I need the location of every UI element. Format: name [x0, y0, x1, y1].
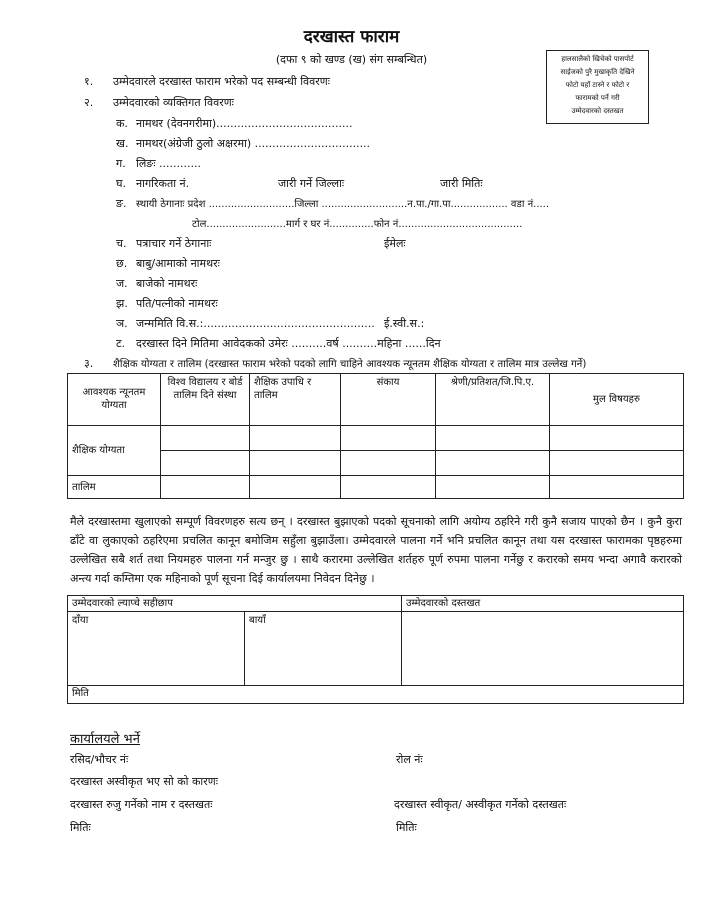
photo-box-line: फारामको पर्ने गरी [575, 94, 620, 102]
receipt-no-field: रसिद/भौचर नंः [70, 753, 129, 766]
label-nya: ञ. [116, 317, 128, 330]
signature-header: उम्मेदवारको दस्तखत [402, 596, 684, 612]
age-field: दरखास्त दिने मितिमा आवेदकको उमेरः ..........वर्ष ..........महिना ......दिन [136, 337, 441, 350]
photo-box-line: फोटो यहाँ टास्ने र फोटो र [565, 81, 630, 89]
label-ka: क. [116, 117, 128, 130]
education-table [67, 373, 684, 499]
parents-name-field: बाबु/आमाको नामथरः [136, 257, 220, 270]
header-main-subjects: मुल विषयहरु [550, 374, 684, 426]
signature-table [67, 595, 684, 704]
citizenship-no-field: नागरिकता नं. [136, 177, 190, 190]
section-2-text: उम्मेदवारको व्यक्तिगत विवरणः [113, 96, 234, 109]
permanent-address-field: स्थायी ठेगानाः प्रदेश ...........................जिल्ला ...........................न.पा./गा.पा.................. वडा नं..... [136, 199, 550, 210]
section-1-number: १. [84, 75, 94, 88]
permanent-address-line2: टोल.........................मार्ग र घर नं..............फोन नं....................................... [192, 219, 523, 230]
table-cell[interactable] [436, 426, 550, 451]
right-thumb-label: दाँया [72, 615, 89, 626]
table-cell[interactable] [550, 426, 684, 451]
dob-bs-field: जन्ममिति वि.स.:................................................. [136, 317, 375, 330]
header-division: श्रेणी/प्रतिशत/जि.पि.ए. [436, 374, 550, 426]
date-label: मिति [72, 688, 89, 699]
left-thumb-label: बायाँ [249, 615, 266, 626]
spouse-name-field: पति/पत्नीको नामथरः [136, 297, 218, 310]
mailing-address-field: पत्राचार गर्ने ठेगानाः [136, 237, 212, 250]
name-english-field: नामथर(अंग्रेजी ठुलो अक्षरमा) ................................. [136, 137, 371, 150]
date-row[interactable] [68, 686, 684, 704]
checker-date-field: मितिः [70, 821, 91, 834]
header-institution: विश्व विद्यालय र बोर्ड तालिम दिने संस्था [161, 374, 250, 426]
dob-ad-field: ई.स्वी.स.: [384, 317, 425, 330]
label-ga: ग. [116, 157, 126, 170]
label-jha: झ. [116, 297, 128, 310]
rejection-reason-field: दरखास्त अस्वीकृत भए सो को कारणः [70, 775, 218, 788]
section-1-text: उम्मेदवारले दरखास्त फाराम भरेको पद सम्बन्धी विवरणः [113, 75, 330, 88]
form-subtitle: (दफा ९ को खण्ड (ख) संग सम्बन्धित) [275, 53, 428, 66]
table-cell[interactable] [161, 476, 250, 499]
label-ja: ज. [116, 277, 128, 290]
table-cell[interactable] [161, 426, 250, 451]
left-thumb-box[interactable] [245, 612, 402, 686]
table-cell[interactable] [161, 451, 250, 476]
checker-signature-field: दरखास्त रुजु गर्नेको नाम र दस्तखतः [70, 798, 213, 811]
email-field: ईमेलः [384, 237, 406, 250]
table-cell[interactable] [341, 426, 436, 451]
office-use-heading: कार्यालयले भर्ने [70, 732, 140, 747]
table-cell[interactable] [250, 426, 341, 451]
section-2-number: २. [84, 96, 94, 109]
header-degree: शैक्षिक उपाधि र तालिम [250, 374, 341, 426]
table-cell[interactable] [550, 476, 684, 499]
table-cell[interactable] [550, 451, 684, 476]
table-cell[interactable] [341, 451, 436, 476]
photo-box [546, 50, 649, 124]
declaration-paragraph: मैले दरखास्तमा खुलाएको सम्पूर्ण विवरणहरु सत्य छन् । दरखास्त बुझाएको पदको सूचनाको लागि अयोग्य ठहरिने गरी कुनै सजाय पाएको छैन । कुनै कुरा ढाँटे वा लुकाएको ठहरिएमा प्रचलित कानून बमोजिम सहुँला बुझाउँला। उम्मेदवारले पालना गर्ने भनि प्रचलित कानून तथा यस दरखास्त फारामका पृष्ठहरुमा उल्लेखित सबै शर्त तथा नियमहरु पालना गर्न मन्जुर छु । साथै करारमा उल्लेखित शर्तहरु पूर्ण रुपमा पालना गर्नेछु र करारको समय भन्दा अगावै करारको अन्त्य गर्दा कम्तिमा एक महिनाको पूर्ण सूचना दिई कार्यालयमा निवेदन दिनेछु । [70, 515, 682, 585]
grandfather-name-field: बाजेको नामथरः [136, 277, 198, 290]
label-ta: ट. [116, 337, 126, 350]
table-cell[interactable] [250, 476, 341, 499]
table-cell[interactable] [436, 451, 550, 476]
label-cha: च. [116, 237, 127, 250]
form-title: दरखास्त फाराम [303, 27, 400, 47]
section-3-number: ३. [84, 357, 94, 370]
label-chha: छ. [116, 257, 128, 270]
name-devanagari-field: नामथर (देवनगरीमा)....................................... [136, 117, 353, 130]
label-nga: ङ. [116, 197, 127, 210]
roll-no-field: रोल नंः [396, 753, 423, 766]
label-kha: ख. [116, 137, 129, 150]
approver-date-field: मितिः [396, 821, 417, 834]
photo-box-line: उम्मेदवारको दस्तखत [571, 107, 624, 115]
header-faculty: संकाय [341, 374, 436, 426]
photo-box-line: साईजको पुरै मुखाकृति देखिने [560, 68, 635, 76]
header-min-qualification: आवश्यक न्यूनतम योग्यता [68, 374, 161, 426]
approver-signature-field: दरखास्त स्वीकृत/ अस्वीकृत गर्नेको दस्तखतः [394, 798, 567, 811]
issue-date-field: जारी मितिः [440, 177, 483, 190]
thumbprint-header: उम्मेदवारको ल्याप्चे सहीछाप [68, 596, 402, 612]
gender-field: लिङः ............ [136, 157, 201, 170]
row-training-label: तालिम [68, 476, 161, 499]
section-3-text: शैक्षिक योग्यता र तालिम (दरखास्त फाराम भरेको पदको लागि चाहिने आवश्यक न्यूनतम शैक्षिक योग्यता र तालिम मात्र उल्लेख गर्ने) [113, 359, 587, 370]
issue-district-field: जारी गर्ने जिल्लाः [278, 177, 345, 190]
table-cell[interactable] [250, 451, 341, 476]
right-thumb-box[interactable] [68, 612, 245, 686]
signature-box[interactable] [402, 612, 684, 686]
row-education-label: शैक्षिक योग्यता [68, 426, 161, 476]
label-gha: घ. [116, 177, 126, 190]
table-cell[interactable] [436, 476, 550, 499]
table-cell[interactable] [341, 476, 436, 499]
photo-box-line: हालसालैको खिचेको पासपोर्ट [561, 55, 634, 63]
